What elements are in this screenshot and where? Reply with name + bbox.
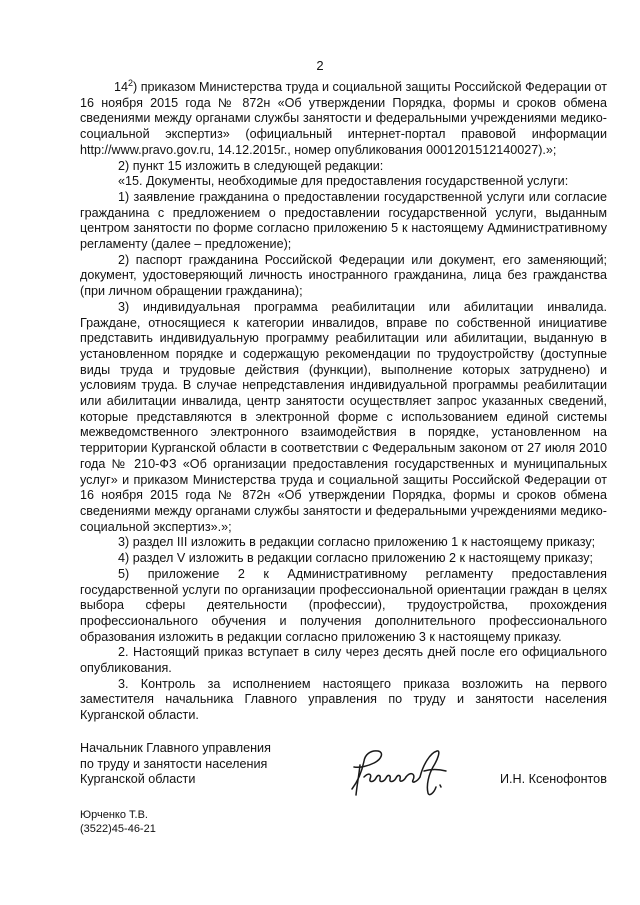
paragraph: 3. Контроль за исполнением настоящего приказа возложить на первого заместителя начальника Главного управления по труду и занятости населения Курганской области. [80,676,607,723]
signer-name: И.Н. Ксенофонтов [500,772,607,786]
executor-name: Юрченко Т.В. [80,809,148,821]
paragraph: 2) паспорт гражданина Российской Федерации или документ, его заменяющий; документ, удостоверяющий личность иностранного гражданина, лица без гражданства (при личном обращении гражданина); [80,252,607,299]
executor-phone: (3522)45-46-21 [80,823,156,835]
paragraph: 5) приложение 2 к Административному регламенту предоставления государственной услуги по организации профессиональной ориентации граждан в целях выбора сферы деятельности (профессии), трудоустройства, прохождения профессионального обучения и получения дополнительного профессионального образования изложить в редакции согласно приложению 3 к настоящему приказу. [80,566,607,644]
paragraph-text: ) приказом Министерства труда и социальной защиты Российской Федерации от 16 ноября 2015 года № 872н «Об утверждении Порядка, формы и сроков обмена сведениями между органами службы занятости и федеральными учреждениями медико-социальной экспертиз» (официальный интернет-портал правовой информации http://www.pravo.gov.ru, 14.12.2015г., номер опубликования 0001201512140027).»; [80,80,608,157]
paragraph: 3) индивидуальная программа реабилитации или абилитации инвалида. Граждане, относящиеся к категории инвалидов, вправе по собственной инициативе представить индивидуальную программу реабилитации или абилитации, выданную в установленном порядке и содержащую рекомендации по трудоустройству (доступные виды труда и трудовые действия (функции), выполнение которых затруднено) и условиям труда. В случае непредставления индивидуальной программы реабилитации или абилитации инвалида, центр занятости осуществляет запрос указанных сведений, которые представляются в электронной форме с использованием единой системы межведомственного электронного взаимодействия в порядке, установленном на территории Курганской области в соответствии с Федеральным законом от 27 июля 2010 года № 210-ФЗ «Об организации предоставления государственных и муниципальных услуг» и приказом Министерства труда и социальной защиты Российской Федерации от 16 ноября 2015 года № 872н «Об утверждении Порядка, формы и сроков обмена сведениями между органами службы занятости и федеральными учреждениями медико-социальной экспертиз».»; [80,299,607,534]
paragraph: 2) пункт 15 изложить в следующей редакции: [118,158,384,173]
signer-title-line: по труду и занятости населения [80,756,268,771]
document-body [80,80,607,724]
paragraph-number: 14 [114,80,129,94]
paragraph-14-2 [80,80,607,159]
handwritten-signature-icon [338,741,453,801]
paragraph: 4) раздел V изложить в редакции согласно приложению 2 к настоящему приказу; [118,551,594,566]
page-number: 2 [316,58,324,73]
superscript: 2 [128,78,134,88]
signer-title-line: Начальник Главного управления [80,741,271,755]
paragraph: 2. Настоящий приказ вступает в силу через десять дней после его официального опубликования. [80,645,607,676]
paragraph: «15. Документы, необходимые для предоставления государственной услуги: [118,174,569,189]
executor-info [80,808,156,836]
paragraph: 3) раздел III изложить в редакции согласно приложению 1 к настоящему приказу; [118,535,596,550]
signer-title-line: Курганской области [80,772,196,787]
paragraph: 1) заявление гражданина о предоставлении государственной услуги или согласие гражданина с предложением о предоставлении государственной услуги, выданным центром занятости по форме согласно приложению 5 к настоящему Административному регламенту (далее – предложение); [80,189,607,252]
signature-block [80,741,607,788]
